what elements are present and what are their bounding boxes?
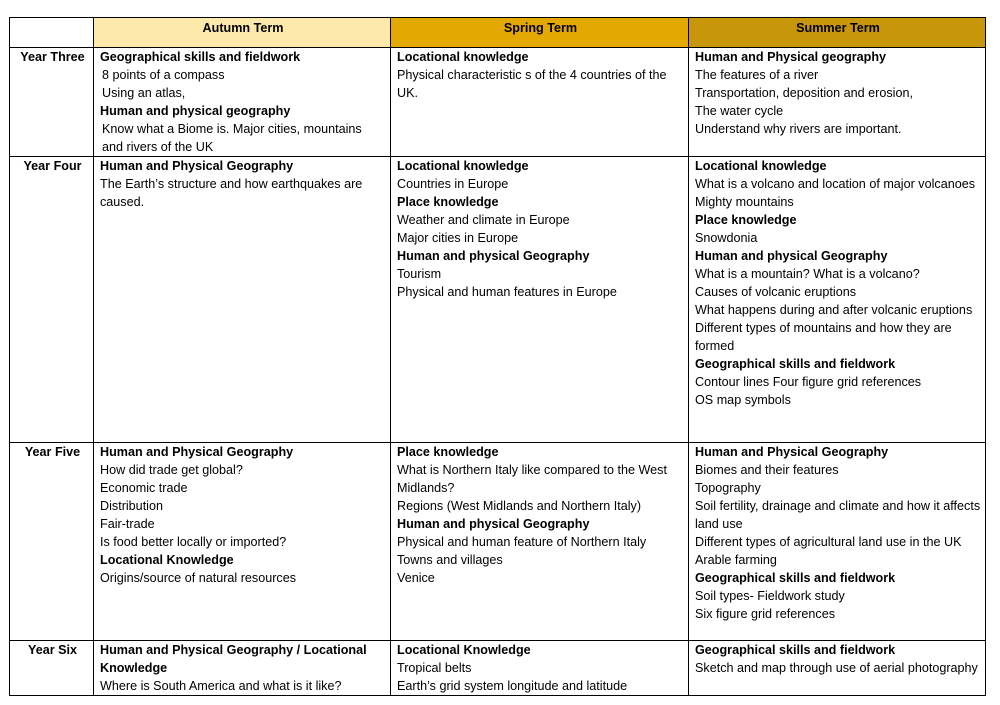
topic-line: 8 points of a compass <box>102 68 225 82</box>
topic-line: The features of a river <box>695 68 819 82</box>
topic-line: Venice <box>397 571 435 585</box>
summer-cell <box>689 48 986 157</box>
header-spring-term: Spring Term <box>391 18 689 48</box>
section-heading: Human and Physical Geography <box>100 159 294 173</box>
section-heading: Geographical skills and fieldwork <box>695 357 896 371</box>
spring-cell <box>391 641 689 696</box>
table-row <box>10 157 986 443</box>
autumn-cell <box>94 443 391 641</box>
section-heading: Human and Physical Geography / Locational Knowledge <box>100 643 367 675</box>
topic-line: Tourism <box>397 267 442 281</box>
topic-line: Soil fertility, drainage and climate and how it affects land use <box>695 499 981 531</box>
topic-line: Major cities in Europe <box>397 231 519 245</box>
section-heading: Human and physical Geography <box>397 517 590 531</box>
topic-line: Where is South America and what is it like? <box>100 679 342 693</box>
section-heading: Human and physical Geography <box>397 249 590 263</box>
topic-line: Countries in Europe <box>397 177 509 191</box>
summer-cell <box>689 157 986 443</box>
topic-line: Fair-trade <box>100 517 155 531</box>
table-row <box>10 641 986 696</box>
section-heading: Place knowledge <box>695 213 797 227</box>
topic-line: Towns and villages <box>397 553 503 567</box>
autumn-cell <box>94 157 391 443</box>
topic-line: Sketch and map through use of aerial photography <box>695 661 978 675</box>
section-heading: Human and Physical Geography <box>695 445 889 459</box>
topic-line: The water cycle <box>695 104 784 118</box>
topic-line: Arable farming <box>695 553 777 567</box>
topic-line: What is a mountain? What is a volcano? <box>695 267 920 281</box>
topic-line: Tropical belts <box>397 661 472 675</box>
spring-cell <box>391 443 689 641</box>
topic-line: Causes of volcanic eruptions <box>695 285 857 299</box>
header-autumn-term: Autumn Term <box>94 18 391 48</box>
autumn-cell <box>94 48 391 157</box>
section-heading: Geographical skills and fieldwork <box>695 571 896 585</box>
topic-line: Different types of mountains and how they are formed <box>695 321 952 353</box>
topic-line: Physical characteristic s of the 4 countries of the UK. <box>397 68 667 100</box>
topic-line: Economic trade <box>100 481 188 495</box>
header-row <box>10 18 986 48</box>
topic-line: Contour lines Four figure grid references <box>695 375 922 389</box>
section-heading: Locational Knowledge <box>397 643 531 657</box>
year-label: Year Four <box>10 157 94 443</box>
summer-cell <box>689 641 986 696</box>
topic-line: Different types of agricultural land use in the UK <box>695 535 962 549</box>
section-heading: Locational Knowledge <box>100 553 234 567</box>
section-heading: Human and Physical geography <box>695 50 887 64</box>
topic-line: Mighty mountains <box>695 195 794 209</box>
autumn-cell <box>94 641 391 696</box>
topic-line: Snowdonia <box>695 231 758 245</box>
table-row <box>10 48 986 157</box>
section-heading: Human and physical geography <box>100 104 291 118</box>
year-label: Year Six <box>10 641 94 696</box>
section-heading: Human and physical Geography <box>695 249 888 263</box>
year-label: Year Three <box>10 48 94 157</box>
topic-line: Biomes and their features <box>695 463 839 477</box>
topic-line: Soil types- Fieldwork study <box>695 589 845 603</box>
topic-line: Transportation, deposition and erosion, <box>695 86 913 100</box>
topic-line: Using an atlas, <box>102 86 186 100</box>
topic-line: What is Northern Italy like compared to the West Midlands? <box>397 463 667 495</box>
section-heading: Geographical skills and fieldwork <box>695 643 896 657</box>
topic-line: Topography <box>695 481 761 495</box>
section-heading: Locational knowledge <box>397 50 529 64</box>
section-heading: Place knowledge <box>397 195 499 209</box>
topic-line: Weather and climate in Europe <box>397 213 570 227</box>
topic-line: Distribution <box>100 499 163 513</box>
topic-line: The Earth’s structure and how earthquakes are caused. <box>100 177 363 209</box>
topic-line: Is food better locally or imported? <box>100 535 287 549</box>
section-heading: Human and Physical Geography <box>100 445 294 459</box>
spring-cell <box>391 48 689 157</box>
topic-line: How did trade get global? <box>100 463 243 477</box>
header-corner-cell <box>10 18 94 48</box>
topic-line: Physical and human feature of Northern Italy <box>397 535 647 549</box>
topic-line: What is a volcano and location of major volcanoes <box>695 177 976 191</box>
spring-cell <box>391 157 689 443</box>
section-heading: Locational knowledge <box>695 159 827 173</box>
topic-line: Know what a Biome is. Major cities, mountains and rivers of the UK <box>102 122 362 154</box>
topic-line: Understand why rivers are important. <box>695 122 902 136</box>
section-heading: Geographical skills and fieldwork <box>100 50 301 64</box>
topic-line: Six figure grid references <box>695 607 835 621</box>
topic-line: Earth’s grid system longitude and latitude <box>397 679 628 693</box>
section-heading: Locational knowledge <box>397 159 529 173</box>
topic-line: Origins/source of natural resources <box>100 571 296 585</box>
summer-cell <box>689 443 986 641</box>
topic-line: What happens during and after volcanic eruptions <box>695 303 973 317</box>
section-heading: Place knowledge <box>397 445 499 459</box>
table-row <box>10 443 986 641</box>
header-summer-term: Summer Term <box>689 18 986 48</box>
topic-line: Regions (West Midlands and Northern Italy) <box>397 499 642 513</box>
topic-line: OS map symbols <box>695 393 791 407</box>
year-label: Year Five <box>10 443 94 641</box>
curriculum-table <box>9 17 986 696</box>
topic-line: Physical and human features in Europe <box>397 285 617 299</box>
